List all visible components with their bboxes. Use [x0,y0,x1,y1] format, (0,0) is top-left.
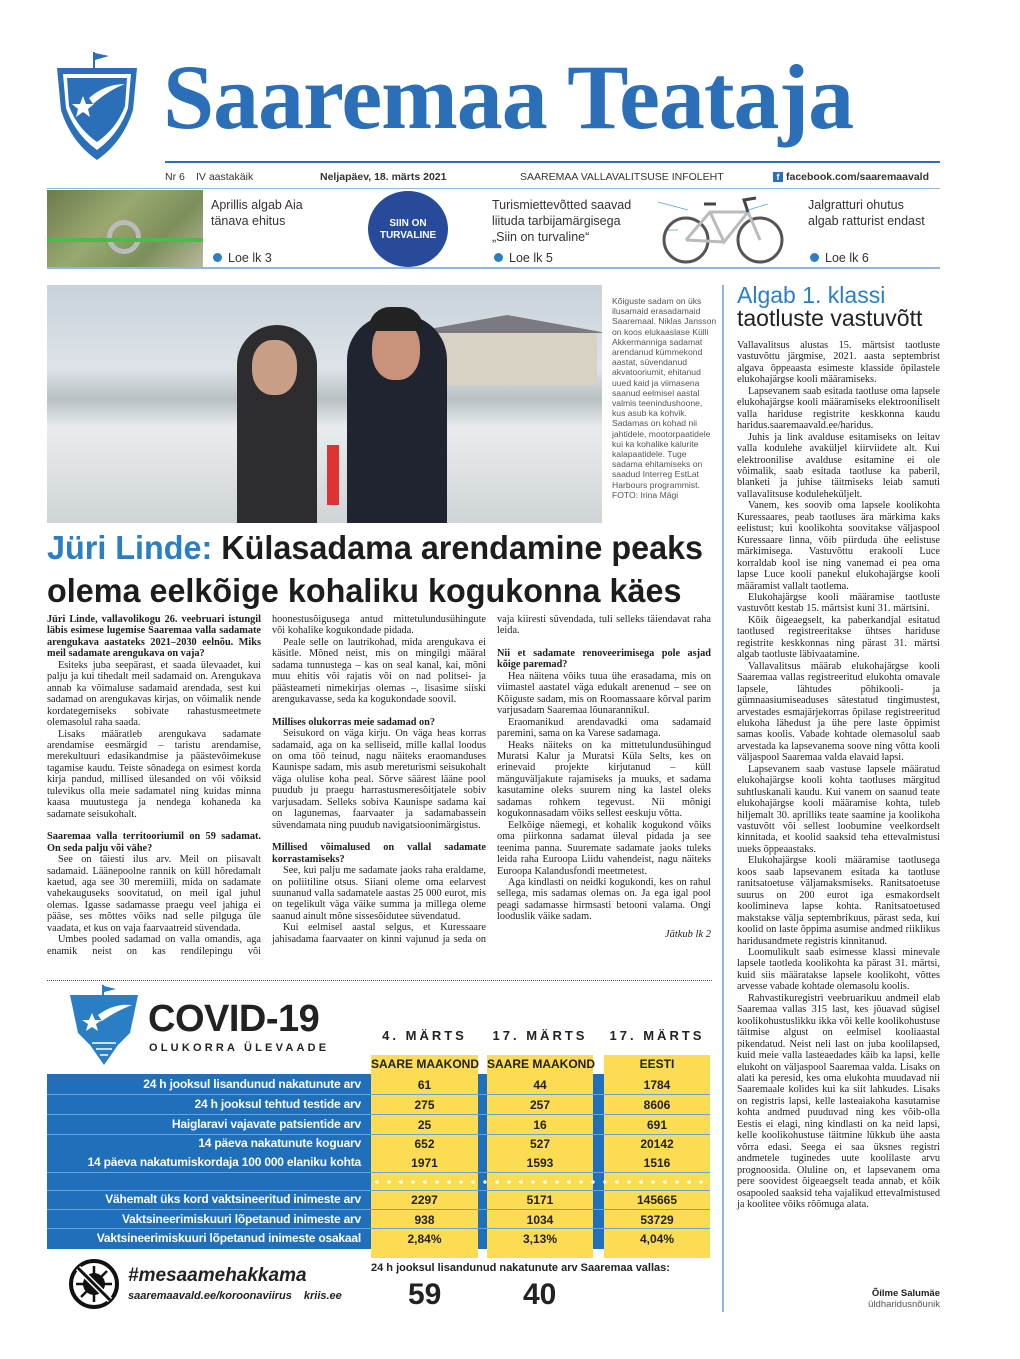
photo-caption: Kõiguste sadam on üks ilusamaid erasadamaid Saaremaal. Niklas Jansson on koos elukaaslase Külli Akkermanniga sadamat arendanud kümmekond aastat, süvendanud akvatooriumit, ehitanud uued kaid ja viimasena saanud eelmisel aastal valmis teenindushoone, kus asub ka kohvik. Sadamas on kohad nii jahtidele, mootorpaatidele kui ka kohalike kalurite kalapaatidele. Tuge sadama ehitamiseks on saadud Interreg EstLat Harbours programmist. FOTO: Irina Mägi [612,296,717,500]
row-separator [47,1134,710,1135]
cell-value: 25 [417,1118,432,1132]
info-links [128,1290,342,1302]
article-paragraph: See on täiesti ilus arv. Meil on piisavalt sadamaid. Läänepoolne rannik on küll hõredamalt kaetud, aga see 30 meremiili, mida on sadamate vahekauguseks soovitatud, on meil igal juhul olemas. Igasse sadamasse praegu veel jahiga ei pääse, ses mõttes võiks nad selle pilguga üle vaadata, et kus on vaja faarvaatreid süvendada. [47,854,261,934]
teaser-title[interactable]: Turismiettevõtted saavad liituda tarbijamärgisega „Siin on turvaline“ [492,198,632,244]
side-headline-1: Algab 1. klassi [737,282,886,308]
facebook-icon: f [773,172,783,182]
article-paragraph: Jüri Linde, vallavolikogu 26. veebruari istungil läbis esimese lugemise Saaremaa valla sadamate arengukava aastateks 2021–2030 eelnõu. Miks meil sadamate arengukava on vaja? [47,614,261,660]
side-article-paragraph: Vallavalitsus määrab elukohajärgse kooli Saaremaa vallas registreeritud elukohta omavale lapsele, lähtudes põhikooli- ja gümnaasiumiseaduses sätestatud tingimustest, arvestades esmajärjekorras õpilase registreeritud elukoha lähedust ja ühe pere laste õppimist samas koolis. Vabade kohtade olemasolul saab arvestada ka lapsevanema soove ning võtta kooli väljaspool Saaremaa valda elavaid lapsi. [737,660,940,764]
harbour-photo [47,285,602,523]
row-separator [47,1114,710,1115]
article-paragraph: Heaks näiteks on ka mittetulundusühingud Muratsi Kalur ja Muratsi Küla Selts, kes on erinevaid projekte kirjutanud – küll mänguväljakute rajamiseks ja muuks, et sadama kasutamine oleks suurem ning ka lastel oleks sadamas rohkem tegevust. Nii mõnigi kogukonnasadam võiks sellest eeskuju võtta. [497,739,711,820]
author-name: Õilme Salumäe [871,1288,940,1299]
main-headline [47,526,712,612]
column-divider [722,285,724,1312]
author-signature [800,1288,940,1310]
vald-value-4-marts: 59 [408,1278,442,1311]
cell-value: 275 [414,1098,435,1112]
column-date: 17. MÄRTS [492,1028,588,1043]
article-paragraph: Hea näitena võiks tuua ühe erasadama, mis on viimastel aastatel väga edukalt arenenud – see on Kõiguste sadam, mis on Roomassaare kõrval parim varjusadam Saaremaa lõunarannikul. [497,670,711,717]
row-label: 14 päeva nakatumiskordaja 100 000 elaniku kohta [87,1155,361,1169]
side-article-paragraph: Rahvastikuregistri veebruarikuu andmeil elab Saaremaa vallas 315 last, kes jõuavad sügisel koolikohustuslikku ikka või kelle koolikohustuse täitmise algust on eelmisel kooliaastal pikendatud. Neist neli last on juba koolilapsed, kuid meie valla lasteaedades käib ka lapsi, kelle elukoht on väljaspool Saaremaa valda. Lisaks on alati ka peresid, kes oma elukohta muudavad nii Saaremaale kolides kui ka siit lahkudes. Lisaks on registris lapsi, kelle lasteaiakoha kasutamise kohta andmed puuduvad ning kes võib-olla Eestis ei elagi, ning kindlasti on ka neid lapsi, kelle koolikohustuse täitmine lükkub ühe aasta võrra edasi. Seega ei saa üksnes registri andmetele tuginedes uute koolilaste arvu prognoosida. Oluline on, et lapsevanem oma pere soovidest õigeaegselt teada annab, et kõik osapooled saaksid teha vajalikud ettevalmistused ja koolitee võiks rõõmuga alata. [737,992,940,1210]
side-article-paragraph: Elukohajärgse kooli määramise taotluste vastuvõtt kestab 15. märtsist kuni 31. märtsini. [737,591,940,615]
article-paragraph: Umbes pooled sadamad on valla omandis, aga enamik neist on kas rendilepingu või hoonestusõigusega antud mittetulundusühingute või kohalike kogukondade pidada. [47,614,486,957]
cell-value: 53729 [640,1213,674,1227]
side-article-paragraph: Lapsevanem saab esitada taotluse oma lapsele elukohajärgse kooli määramiseks elektrooniliselt valla hariduse registrite keskkonna kaudu haridus.saaremaavald.ee/haridus. [737,385,940,432]
headline-name: Jüri Linde: [47,529,213,566]
masthead-title: Saaremaa Teataja [163,46,854,148]
cell-value: 1971 [411,1156,438,1170]
article-question: Millised võimalused on vallal sadamate korrastamiseks? [272,842,486,865]
row-separator [47,1228,710,1229]
row-label: Haiglaravi vajavate patsientide arv [171,1117,361,1131]
row-label: 24 h jooksul tehtud testide arv [194,1097,361,1111]
continued-link[interactable]: Jätkub lk 2 [664,928,711,940]
dotted-separator [371,1180,710,1184]
side-article-paragraph: Vallavalitsus alustas 15. märtsist taotluste vastuvõttu järgmise, 2021. aasta septembrist algava õppeaasta esimeste klasside õpilastele elukohajärgse kooli määramiseks. [737,340,940,386]
main-article-body [47,614,711,966]
teaser-link[interactable]: Loe lk 3 [213,251,272,265]
section-divider [47,980,712,981]
side-article-paragraph: Vanem, kes soovib oma lapsele koolikohta Kuressaares, peab taotluses ära märkima kaks eelistust; kui koolikohta soovitakse väljaspool Kuressaare linna, võib piirduda ühe eelistuse märkimisega. Vastuvõttu erakooli Luce korraldab kool ise ning vanemad ei pea oma lapse Luce kooli panekul elukohajärgse kooli määramist vallalt taotlema. [737,500,940,592]
article-paragraph: Esiteks juba seepärast, et saada ülevaadet, kui palju ja kui tihedalt meil sadamaid on. Arengukava annab ka võimaluse sadamaid arendada, sest kui sadamad on arengukavas kirjas, on võimalik nende kordategemiseks sobivate rahastusmeetmete olemasolul raha saada. [47,659,261,729]
siin-on-turvaline-badge: SIIN ON TURVALINE [368,191,448,267]
cell-value: 44 [533,1078,547,1092]
vald-value-17-marts: 40 [523,1278,557,1311]
row-label: Vaktsineerimiskuuri lõpetanud inimeste osakaal [96,1231,361,1245]
issue-date: Neljapäev, 18. märts 2021 [320,171,447,183]
side-article-paragraph: Juhis ja link avalduse esitamiseks on leitav valla kodulehe avaküljel kiirviidete alt. Kui elektroonilise avalduse esitamine ei ole võimalik, saab esitada taotluse ka paberil, blanketi ja juhise täitmiseks leiab samuti vallavalitsuse koduleheküljelt. [737,431,940,500]
coat-of-arms-logo [53,50,141,162]
volume: IV aastakäik [196,171,254,183]
column-date: 17. MÄRTS [609,1028,705,1043]
publisher: SAAREMAA VALLAVALITSUSE INFOLEHT [520,171,724,183]
side-headline-2: taotluste vastuvõtt [737,305,923,331]
row-separator [47,1190,710,1191]
article-paragraph: Peale selle on lautrikohad, mida arengukava ei käsitle. Mõned neist, mis on mingilgi määral sadama tunnustega – kas on seal kanal, kai, mõni muu ehitis või rajatis või on nad politsei- ja päästeameti nimekirjas olemas –, lisasime siiski arengukavasse, seda ka kogukondade soovil. [272,636,486,706]
row-separator [47,1209,710,1210]
cell-value: 8606 [643,1098,671,1112]
cell-value: 691 [646,1118,668,1132]
side-article-paragraph: Kõik õigeaegselt, ka paberkandjal esitatud taotlused registreeritakse ühtses hariduse registrite keskkonnas ning pärast 31. märtsi algab taotluste läbivaatamine. [737,614,940,661]
cell-value: 3,13% [522,1232,558,1246]
side-article-body [737,340,940,1210]
cell-value: 527 [529,1137,551,1151]
row-label: 14 päeva nakatunute koguarv [198,1136,361,1150]
article-question: Saaremaa valla territooriumil on 59 sadamat. On seda palju või vähe? [47,831,261,854]
article-paragraph: See, kui palju me sadamate jaoks raha eraldame, on poliitiline otsus. Siiani oleme oma eelarvest suunanud valla sadamatele aastas 25 000 eurot, mis on tegelikult väga väike summa ja millega oleme saanud ainult mõne sissesõidutee süvendatud. [272,865,486,922]
link-koroonaviirus[interactable]: saaremaavald.ee/koroonaviirus [128,1290,292,1302]
teaser-link[interactable]: Loe lk 6 [810,251,869,265]
cell-value: 5171 [526,1193,554,1207]
article-paragraph: Aga kindlasti on neidki kogukondi, kes on rahul sellega, mis sadamas olemas on. Ja ega igal pool peagi sadamasse hirmsasti betooni valama. Ongi looduslik väike sadam. [497,876,711,923]
teaser-bottom-rule [47,267,940,269]
side-article-paragraph: Lapsevanem saab vastuse lapsele määratud elukohajärgse kooli kohta taotluses märgitud suhtluskanali kaudu. Kui vanem on saanud teate elukohajärgse kooli määramise kohta, tuleb hiljemalt 30. aprilliks teate saamine ja koolikoha vastuvõtt või sellest loobumine veelkordselt kinnitada, et koolid saaksid teha ettevalmistusi uueks õppeaastaks. [737,763,940,855]
teaser-title[interactable]: Aprillis algab Aia tänava ehitus [211,198,303,228]
cell-value: 2297 [411,1193,438,1207]
cell-value: 652 [414,1137,435,1151]
cell-value: 145665 [636,1193,678,1207]
cell-value: 1516 [643,1156,671,1170]
side-article-paragraph: Elukohajärgse kooli määramise taotlusega koos saab lapsevanem esitada ka taotluse ranitsatoetuse väljamaksmiseks. Ranitsatoetuse suurus on 200 eurot iga esmakordselt koolimineva lapse kohta. Ranitsatoetused makstakse välja septembrikuus, pärast seda, kui koolid on laste õppima asumise andmed riiklikus haridusandmete registris kinnitanud. [737,855,940,947]
no-virus-icon [68,1258,120,1310]
masthead-rule [165,161,940,163]
column-region: SAARE MAAKOND [371,1057,479,1071]
issue-number: Nr 6 [165,171,185,183]
link-kriis[interactable]: kriis.ee [303,1290,342,1302]
teaser-image-aerial[interactable] [47,190,203,267]
cell-value: 1034 [526,1213,554,1227]
author-role: üldharidusnõunik [868,1299,940,1310]
article-paragraph: Lisaks määratleb arengukava sadamate arendamise eesmärgid – taristu arendamise, merekultuuri edasikandmise ja päästevõimekuse tagamise kaudu. Teiste sõnadega on esimest korda kirja pandud, millised ülesanded on või võiksid tulevikus olla meie sadamatel ning kuidas minna kaasa muutustega ja nendega kohaneda ka sadamate seisukohalt. [47,728,261,820]
article-paragraph: Eraomanikud arendavadki oma sadamaid paremini, sama on ka Varese sadamaga. [497,716,711,740]
hashtag: #mesaamehakkama [128,1265,307,1286]
cell-value: 1784 [643,1078,671,1092]
side-article-paragraph: Loomulikult saab esimesse klassi minevale lapsele taotleda koolikohta ka pärast 31. märtsi, kuid siis määratakse lapsele koolikoht, võttes arvesse vabade kohtade olemasolu koolis. [737,947,940,993]
row-label: Vähemalt üks kord vaktsineeritud inimeste arv [105,1192,361,1206]
cell-value: 16 [533,1118,547,1132]
cell-value: 4,04% [639,1232,675,1246]
facebook-url: facebook.com/saaremaavald [786,171,929,183]
cell-value: 20142 [640,1137,674,1151]
row-separator [47,1094,710,1095]
cell-value: 938 [414,1213,435,1227]
coat-of-arms-ship-logo [68,985,140,1065]
vald-label: 24 h jooksul lisandunud nakatunute arv Saaremaa vallas: [371,1262,670,1274]
row-separator [47,1172,710,1173]
cell-value: 61 [417,1078,432,1092]
row-label: Vaktsineerimiskuuri lõpetanud inimeste arv [121,1212,361,1226]
article-paragraph: Kui eelmisel aastal selgus, et Kuressaare jahisadama faarvaater on kinni vajunud ja seda on vaja kiiresti süvendada, tuli selleks täiendavat raha leida. [272,614,711,945]
teaser-top-rule [47,188,940,189]
article-paragraph: Eelkõige näemegi, et kohalik kogukond võiks oma piirkonna sadamat üleval pidada ja see teenima panna. Suuremate sadamate jaoks tuleks leida raha Euroopa Liidu vahendeist, nagu näiteks Euroopa Kalandusfondi meetmetest. [497,819,711,877]
bicycle-illustration[interactable] [648,190,798,267]
cell-value: 1593 [526,1156,554,1170]
column-region: EESTI [639,1057,675,1071]
column-date: 4. MÄRTS [382,1028,467,1043]
row-label: 24 h jooksul lisandunud nakatunute arv [143,1077,361,1091]
cell-value: 257 [529,1098,551,1112]
article-question: Millises olukorras meie sadamad on? [272,716,436,728]
cell-value: 2,84% [407,1232,442,1246]
teaser-title[interactable]: Jalgratturi ohutus algab ratturist endast [808,198,925,228]
facebook-link[interactable] [773,171,929,183]
teaser-link[interactable]: Loe lk 5 [494,251,553,265]
article-paragraph: Seisukord on väga kirju. On väga heas korras sadamaid, aga on ka selliseid, mille kallal loodus on oma töö teinud, nagu näiteks eraomanduses Kaunispe sadam, mis asub mereturismi seisukohalt väga olulise koha peal. Sõrve säärest lääne pool puudub ju praegu harrastusmeresõitjatele sobiv varjusadam. Selleks sobiva Kaunispe sadama kai on lagunemas, faarvaater ja sadamabassein süvendamata ning puudub navigatsioonimärgistus. [272,728,486,831]
article-question: Nii et sadamate renoveerimisega pole asjad kõige paremad? [497,647,711,671]
column-region: SAARE MAAKOND [487,1057,595,1071]
covid-subtitle: OLUKORRA ÜLEVAADE [149,1042,330,1054]
headline-text: Külasadama arendamine peaks olema eelkõige kohaliku kogukonna käes [47,529,704,609]
covid-title: COVID-19 [148,998,320,1040]
